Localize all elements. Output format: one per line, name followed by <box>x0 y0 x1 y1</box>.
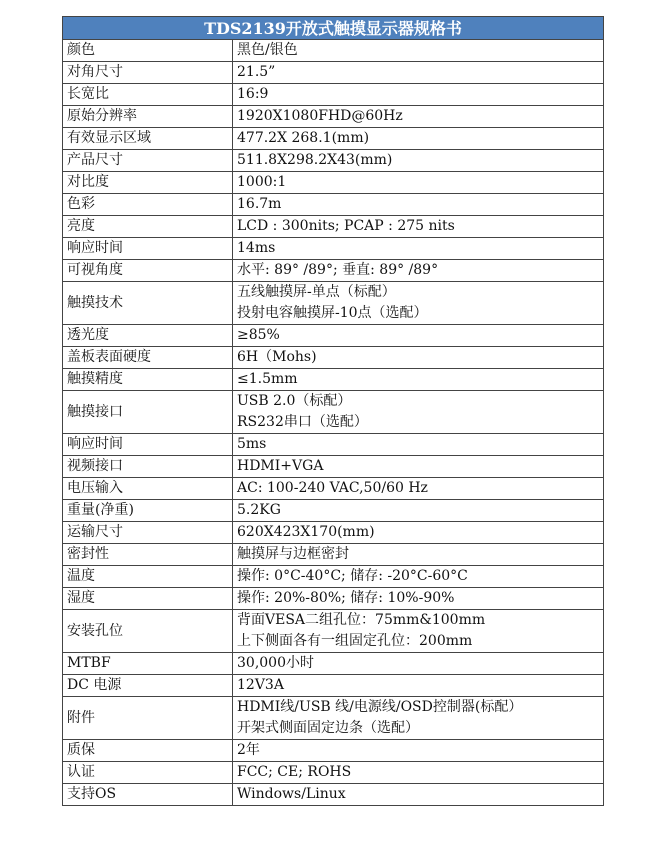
spec-row <box>63 697 604 740</box>
spec-row <box>63 216 604 238</box>
spec-value <box>233 762 604 784</box>
spec-value-line: LCD : 300nits; PCAP : 275 nits <box>237 218 455 234</box>
spec-value <box>233 740 604 762</box>
spec-row <box>63 784 604 806</box>
spec-label: 安装孔位 <box>63 610 233 653</box>
spec-row <box>63 610 604 653</box>
spec-row <box>63 150 604 172</box>
spec-label: 对角尺寸 <box>63 62 233 84</box>
spec-label: 触摸精度 <box>63 369 233 391</box>
spec-row <box>63 84 604 106</box>
spec-row <box>63 500 604 522</box>
spec-label: 密封性 <box>63 544 233 566</box>
spec-value-line: 5ms <box>237 436 267 452</box>
spec-value-line: 背面VESA二组孔位：75mm&100mm <box>237 612 486 628</box>
spec-value-line: 触摸屏与边框密封 <box>237 546 349 562</box>
spec-label: 有效显示区域 <box>63 128 233 150</box>
spec-value-line: 操作: 20%-80%; 储存: 10%-90% <box>237 590 455 606</box>
spec-label: MTBF <box>63 653 233 675</box>
spec-value <box>233 260 604 282</box>
spec-label: 视频接口 <box>63 456 233 478</box>
spec-value-line: ≥85% <box>237 327 280 343</box>
spec-row <box>63 653 604 675</box>
spec-label: 可视角度 <box>63 260 233 282</box>
spec-row <box>63 325 604 347</box>
spec-label: 产品尺寸 <box>63 150 233 172</box>
spec-label: 亮度 <box>63 216 233 238</box>
title-row <box>63 17 604 40</box>
spec-row <box>63 675 604 697</box>
spec-value-line: FCC; CE; ROHS <box>237 764 352 780</box>
spec-value <box>233 325 604 347</box>
spec-value-line: 5.2KG <box>237 502 281 518</box>
spec-label: 湿度 <box>63 588 233 610</box>
spec-row <box>63 478 604 500</box>
spec-value-line: 投射电容触摸屏-10点（选配） <box>237 305 428 321</box>
spec-value-line: Windows/Linux <box>237 786 346 802</box>
spec-body <box>63 40 604 806</box>
spec-value-line: 五线触摸屏-单点（标配） <box>237 284 396 300</box>
spec-value-line: 黑色/银色 <box>237 42 298 58</box>
spec-value-line: 16.7m <box>237 196 282 212</box>
spec-row <box>63 369 604 391</box>
spec-value-line: 水平: 89° /89°; 垂直: 89° /89° <box>237 262 439 278</box>
spec-label: 颜色 <box>63 40 233 62</box>
spec-label: 对比度 <box>63 172 233 194</box>
spec-value-line: 477.2X 268.1(mm) <box>237 130 370 146</box>
spec-value-line: 1000:1 <box>237 174 287 190</box>
spec-value <box>233 544 604 566</box>
spec-value <box>233 194 604 216</box>
spec-value <box>233 62 604 84</box>
spec-row <box>63 544 604 566</box>
spec-value-line: RS232串口（选配） <box>237 414 368 430</box>
spec-row <box>63 260 604 282</box>
spec-row <box>63 40 604 62</box>
spec-value <box>233 456 604 478</box>
spec-value <box>233 106 604 128</box>
spec-value <box>233 675 604 697</box>
spec-value-line: HDMI+VGA <box>237 458 324 474</box>
spec-value <box>233 478 604 500</box>
spec-value-line: 14ms <box>237 240 276 256</box>
spec-label: 原始分辨率 <box>63 106 233 128</box>
spec-value-line: ≤1.5mm <box>237 371 298 387</box>
spec-row <box>63 347 604 369</box>
spec-row <box>63 588 604 610</box>
spec-value-line: 16:9 <box>237 86 269 102</box>
spec-row <box>63 391 604 434</box>
spec-row <box>63 194 604 216</box>
spec-row <box>63 762 604 784</box>
spec-label: 长宽比 <box>63 84 233 106</box>
spec-label: 盖板表面硬度 <box>63 347 233 369</box>
spec-row <box>63 456 604 478</box>
spec-value-line: USB 2.0（标配） <box>237 393 352 409</box>
spec-row <box>63 172 604 194</box>
spec-title: TDS2139开放式触摸显示器规格书 <box>63 17 604 40</box>
spec-label: 认证 <box>63 762 233 784</box>
spec-value-line: 511.8X298.2X43(mm) <box>237 152 393 168</box>
spec-value-line: HDMI线/USB 线/电源线/OSD控制器(标配） <box>237 699 523 715</box>
spec-value <box>233 172 604 194</box>
spec-value <box>233 653 604 675</box>
spec-label: 电压输入 <box>63 478 233 500</box>
spec-value-line: 操作: 0°C-40°C; 储存: -20°C-60°C <box>237 568 468 584</box>
spec-label: 附件 <box>63 697 233 740</box>
spec-value <box>233 500 604 522</box>
spec-value <box>233 522 604 544</box>
spec-label: 透光度 <box>63 325 233 347</box>
spec-label: 触摸技术 <box>63 282 233 325</box>
spec-value <box>233 128 604 150</box>
spec-value-line: 6H（Mohs) <box>237 349 317 365</box>
spec-row <box>63 566 604 588</box>
spec-value-line: 2年 <box>237 742 260 758</box>
spec-label: 重量(净重) <box>63 500 233 522</box>
spec-table <box>62 16 604 806</box>
spec-label: DC 电源 <box>63 675 233 697</box>
spec-row <box>63 434 604 456</box>
spec-label: 运输尺寸 <box>63 522 233 544</box>
spec-value <box>233 84 604 106</box>
spec-value-line: 开架式侧面固定边条（选配） <box>237 720 419 736</box>
spec-row <box>63 106 604 128</box>
spec-value <box>233 610 604 653</box>
spec-value <box>233 216 604 238</box>
spec-row <box>63 522 604 544</box>
spec-label: 支持OS <box>63 784 233 806</box>
spec-value <box>233 150 604 172</box>
spec-label: 触摸接口 <box>63 391 233 434</box>
spec-row <box>63 282 604 325</box>
spec-label: 质保 <box>63 740 233 762</box>
spec-value-line: 12V3A <box>237 677 284 693</box>
spec-label: 响应时间 <box>63 238 233 260</box>
spec-row <box>63 128 604 150</box>
spec-row <box>63 740 604 762</box>
spec-label: 响应时间 <box>63 434 233 456</box>
spec-row <box>63 238 604 260</box>
spec-value <box>233 391 604 434</box>
spec-value <box>233 784 604 806</box>
spec-value-line: 21.5” <box>237 64 276 80</box>
spec-row <box>63 62 604 84</box>
spec-value <box>233 282 604 325</box>
spec-value <box>233 347 604 369</box>
spec-value-line: 1920X1080FHD@60Hz <box>237 108 403 124</box>
spec-value <box>233 238 604 260</box>
spec-value <box>233 434 604 456</box>
spec-value <box>233 40 604 62</box>
spec-label: 温度 <box>63 566 233 588</box>
spec-value-line: 620X423X170(mm) <box>237 524 375 540</box>
spec-value <box>233 369 604 391</box>
spec-value-line: AC: 100-240 VAC,50/60 Hz <box>237 480 428 496</box>
spec-label: 色彩 <box>63 194 233 216</box>
spec-value <box>233 566 604 588</box>
spec-value-line: 上下侧面各有一组固定孔位：200mm <box>237 633 473 649</box>
spec-value-line: 30,000小时 <box>237 655 314 671</box>
spec-value <box>233 697 604 740</box>
spec-value <box>233 588 604 610</box>
